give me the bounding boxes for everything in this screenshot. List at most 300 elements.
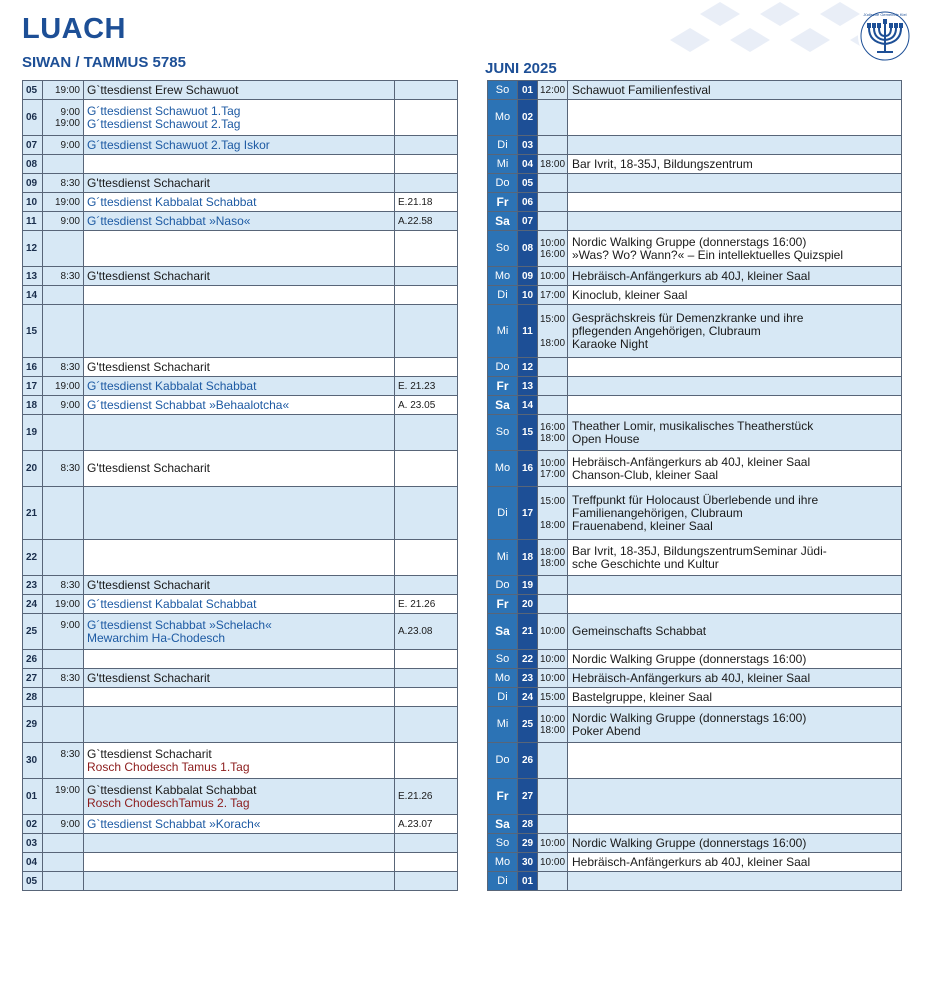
weekday (488, 305, 518, 358)
event-time-cell (538, 743, 568, 779)
hebrew-calendar-table (22, 80, 458, 891)
hebrew-day (23, 595, 43, 614)
hebrew-day-number: 17 (26, 380, 38, 392)
event-time-cell (538, 267, 568, 286)
event-time: 10:00 (539, 856, 566, 868)
service-name: G'ttesdienst Schacharit (87, 175, 211, 190)
weekday-label: Mi (496, 551, 509, 563)
torah-reading-cell (395, 743, 458, 779)
service-cell (84, 595, 395, 614)
date-number: 24 (521, 691, 534, 703)
torah-reading-cell (395, 193, 458, 212)
event-cell (568, 286, 902, 305)
event-time: 18:00 (539, 519, 566, 531)
service-time: 9:00 (60, 619, 80, 631)
date (518, 650, 538, 669)
service-time: 19:00 (54, 598, 80, 610)
weekday (488, 358, 518, 377)
torah-reading-ref: A.23.07 (398, 818, 433, 830)
event-name: Kinoclub, kleiner Saal (572, 287, 688, 302)
weekday (488, 872, 518, 891)
page-title: LUACH (22, 13, 126, 45)
service-name: G`ttesdienst Schabbat »Korach« (87, 816, 261, 831)
gregorian-month-heading: JUNI 2025 (485, 60, 557, 77)
date (518, 286, 538, 305)
hebrew-day-number: 05 (26, 875, 38, 887)
event-time-cell (538, 231, 568, 267)
table-row (488, 707, 902, 743)
service-time: 8:30 (60, 672, 80, 684)
hebrew-month-heading: SIWAN / TAMMUS 5785 (22, 54, 186, 71)
table-row (23, 614, 458, 650)
weekday (488, 451, 518, 487)
event-name: Gesprächskreis für Demenzkranke und ihre (572, 310, 804, 325)
service-time-cell (43, 614, 84, 650)
weekday (488, 743, 518, 779)
weekday (488, 669, 518, 688)
event-cell (568, 174, 902, 193)
service-time-cell (43, 100, 84, 136)
event-time: 10:00 (539, 270, 566, 282)
date (518, 487, 538, 540)
service-cell (84, 872, 395, 891)
date-number: 19 (521, 579, 534, 591)
event-time: 17:00 (539, 468, 566, 480)
event-time-cell (538, 451, 568, 487)
torah-reading-cell (395, 267, 458, 286)
event-name: Chanson-Club, kleiner Saal (572, 467, 719, 482)
table-row (488, 743, 902, 779)
service-cell (84, 267, 395, 286)
event-time-cell (538, 834, 568, 853)
hebrew-day (23, 834, 43, 853)
service-time-cell (43, 669, 84, 688)
weekday-label: Do (495, 176, 510, 189)
service-time: 8:30 (60, 748, 80, 760)
event-time-cell (538, 853, 568, 872)
event-cell (568, 743, 902, 779)
table-row (488, 487, 902, 540)
date-number: 23 (521, 672, 534, 684)
torah-reading-cell (395, 305, 458, 358)
service-time-cell (43, 212, 84, 231)
date (518, 540, 538, 576)
event-name: Nordic Walking Gruppe (donnerstags 16:00) (572, 835, 807, 850)
table-row (23, 267, 458, 286)
weekday-label: Mo (494, 855, 511, 868)
service-name: Mewarchim Ha-Chodesch (87, 630, 226, 645)
weekday-label: So (495, 83, 510, 96)
torah-reading-cell (395, 669, 458, 688)
event-cell (568, 231, 902, 267)
hebrew-day-number: 11 (26, 215, 37, 227)
hebrew-day-number: 28 (26, 691, 38, 703)
table-row (488, 614, 902, 650)
service-time-cell (43, 305, 84, 358)
event-cell (568, 415, 902, 451)
event-name: Hebräisch-Anfängerkurs ab 40J, kleiner Saal (572, 854, 811, 869)
hebrew-day (23, 872, 43, 891)
table-row (23, 286, 458, 305)
event-time-cell (538, 193, 568, 212)
date (518, 834, 538, 853)
event-time: 10:00 (539, 837, 566, 849)
event-time: 18:00 (539, 432, 566, 444)
hebrew-day (23, 100, 43, 136)
event-time: 17:00 (539, 289, 566, 301)
event-name: Schawuot Familienfestival (572, 82, 711, 97)
torah-reading-cell (395, 155, 458, 174)
event-time-cell (538, 415, 568, 451)
service-name: G`ttesdienst Schacharit (87, 746, 212, 761)
event-name: Familienangehörigen, Clubraum (572, 505, 743, 520)
event-time: 18:00 (539, 158, 566, 170)
hebrew-day-number: 08 (26, 158, 38, 170)
event-time: 10:00 (539, 653, 566, 665)
table-row (488, 136, 902, 155)
weekday-label: Do (495, 578, 510, 591)
table-row (488, 358, 902, 377)
event-time: 18:00 (539, 337, 566, 349)
date (518, 377, 538, 396)
torah-reading-cell (395, 576, 458, 595)
service-name: G'ttesdienst Schacharit (87, 577, 211, 592)
table-row (23, 396, 458, 415)
event-cell (568, 815, 902, 834)
date (518, 669, 538, 688)
date-number: 06 (521, 196, 534, 208)
event-cell (568, 136, 902, 155)
service-cell (84, 174, 395, 193)
date-number: 30 (521, 856, 534, 868)
event-time: 18:00 (539, 724, 566, 736)
event-time-cell (538, 305, 568, 358)
service-time-cell (43, 688, 84, 707)
service-cell (84, 212, 395, 231)
weekday-label: So (495, 652, 510, 665)
table-row (488, 540, 902, 576)
service-cell (84, 688, 395, 707)
hebrew-day (23, 853, 43, 872)
event-time: 16:00 (539, 421, 566, 433)
service-time-cell (43, 834, 84, 853)
event-time-cell (538, 358, 568, 377)
torah-reading-cell (395, 872, 458, 891)
service-time-cell (43, 872, 84, 891)
event-time-cell (538, 212, 568, 231)
event-cell (568, 576, 902, 595)
torah-reading-cell (395, 853, 458, 872)
hebrew-day-number: 24 (26, 598, 38, 610)
service-cell (84, 136, 395, 155)
service-name: G'ttesdienst Schacharit (87, 268, 211, 283)
weekday-label: Mo (494, 269, 511, 282)
torah-reading-ref: A.23.08 (398, 626, 433, 637)
service-time: 8:30 (60, 463, 80, 474)
torah-reading-cell (395, 707, 458, 743)
weekday-label: Fr (496, 378, 509, 393)
table-row (488, 286, 902, 305)
event-name: Gemeinschafts Schabbat (572, 624, 707, 638)
torah-reading-cell (395, 540, 458, 576)
event-name: Poker Abend (572, 723, 641, 738)
date-number: 14 (521, 399, 534, 411)
weekday-label: Di (497, 874, 508, 887)
weekday-label: Mi (496, 157, 509, 170)
hebrew-day-number: 16 (26, 361, 38, 373)
service-name: Rosch Chodesch Tamus 1.Tag (87, 759, 250, 774)
event-time-cell (538, 650, 568, 669)
service-cell (84, 286, 395, 305)
service-time: 9:00 (60, 399, 80, 411)
service-name: G´ttesdienst Schabbat »Naso« (87, 213, 251, 228)
torah-reading-ref: E. 21.26 (398, 598, 436, 610)
hebrew-day (23, 815, 43, 834)
date (518, 267, 538, 286)
service-name: G´ttesdienst Schabbat »Schelach« (87, 617, 272, 632)
table-row (488, 650, 902, 669)
event-cell (568, 212, 902, 231)
weekday (488, 267, 518, 286)
event-time-cell (538, 155, 568, 174)
event-cell (568, 358, 902, 377)
hebrew-day (23, 487, 43, 540)
event-time-cell (538, 487, 568, 540)
service-cell (84, 669, 395, 688)
date (518, 193, 538, 212)
torah-reading-ref: A.22.58 (398, 215, 433, 227)
service-time-cell (43, 358, 84, 377)
date-number: 16 (521, 463, 534, 474)
weekday (488, 815, 518, 834)
weekday (488, 834, 518, 853)
service-time-cell (43, 540, 84, 576)
torah-reading-cell (395, 174, 458, 193)
torah-reading-cell (395, 614, 458, 650)
table-row (23, 688, 458, 707)
weekday (488, 595, 518, 614)
weekday (488, 540, 518, 576)
table-row (23, 576, 458, 595)
service-name: G'ttesdienst Schacharit (87, 359, 211, 374)
service-name: G`ttesdienst Erew Schawuot (87, 82, 239, 97)
table-row (488, 872, 902, 891)
service-time: 19:00 (54, 784, 80, 796)
event-name: Open House (572, 431, 640, 446)
hebrew-day (23, 743, 43, 779)
table-row (23, 650, 458, 669)
event-cell (568, 155, 902, 174)
hebrew-day (23, 305, 43, 358)
service-cell (84, 81, 395, 100)
weekday (488, 487, 518, 540)
hebrew-day (23, 286, 43, 305)
table-row (23, 231, 458, 267)
event-time: 16:00 (539, 248, 566, 260)
date (518, 174, 538, 193)
service-time: 19:00 (54, 380, 80, 392)
gregorian-calendar-table (487, 80, 902, 891)
service-time-cell (43, 415, 84, 451)
event-cell (568, 779, 902, 815)
event-cell (568, 267, 902, 286)
hebrew-day (23, 779, 43, 815)
hebrew-day-number: 26 (26, 653, 38, 665)
torah-reading-ref: E. 21.23 (398, 380, 436, 392)
event-cell (568, 487, 902, 540)
torah-reading-cell (395, 650, 458, 669)
torah-reading-cell (395, 100, 458, 136)
service-time-cell (43, 779, 84, 815)
event-time: 15:00 (539, 313, 566, 325)
weekday (488, 779, 518, 815)
table-row (488, 155, 902, 174)
event-name: Frauenabend, kleiner Saal (572, 518, 713, 533)
event-time-cell (538, 81, 568, 100)
event-name: pflegenden Angehörigen, Clubraum (572, 323, 761, 338)
weekday-label: Mo (494, 111, 511, 123)
event-time: 10:00 (539, 457, 566, 469)
hebrew-day-number: 27 (26, 672, 38, 684)
weekday-label: Sa (495, 397, 510, 412)
date-number: 05 (521, 177, 534, 189)
event-name: Theather Lomir, musikalisches Theatherstück (572, 418, 814, 433)
service-time-cell (43, 155, 84, 174)
event-time: 18:00 (539, 557, 566, 569)
event-cell (568, 707, 902, 743)
table-row (23, 540, 458, 576)
event-time: 15:00 (539, 495, 566, 507)
table-row (23, 815, 458, 834)
hebrew-day-number: 29 (26, 719, 38, 730)
event-cell (568, 595, 902, 614)
date (518, 815, 538, 834)
service-cell (84, 707, 395, 743)
hebrew-day-number: 04 (26, 856, 38, 868)
hebrew-day-number: 15 (26, 325, 38, 337)
date (518, 100, 538, 136)
weekday (488, 174, 518, 193)
service-time-cell (43, 595, 84, 614)
hebrew-day-number: 07 (26, 139, 38, 151)
weekday (488, 136, 518, 155)
hebrew-day (23, 650, 43, 669)
table-row (23, 707, 458, 743)
table-row (488, 853, 902, 872)
service-time-cell (43, 487, 84, 540)
weekday-label: Mo (494, 462, 511, 474)
hebrew-day-number: 30 (26, 755, 38, 766)
table-row (488, 451, 902, 487)
service-time: 8:30 (60, 270, 80, 282)
menorah-logo-icon (857, 6, 913, 68)
date (518, 231, 538, 267)
service-cell (84, 358, 395, 377)
event-name: Hebräisch-Anfängerkurs ab 40J, kleiner Saal (572, 268, 811, 283)
table-row (488, 174, 902, 193)
weekday-label: Di (497, 506, 508, 519)
service-time: 9:00 (60, 139, 80, 151)
event-cell (568, 614, 902, 650)
date-number: 22 (521, 653, 534, 665)
table-row (488, 576, 902, 595)
table-row (488, 815, 902, 834)
table-row (488, 212, 902, 231)
service-cell (84, 193, 395, 212)
event-cell (568, 81, 902, 100)
torah-reading-cell (395, 487, 458, 540)
hebrew-day (23, 451, 43, 487)
service-cell (84, 743, 395, 779)
service-name: G´ttesdienst Kabbalat Schabbat (87, 378, 257, 393)
date (518, 451, 538, 487)
table-row (488, 834, 902, 853)
event-name: Nordic Walking Gruppe (donnerstags 16:00) (572, 710, 807, 725)
service-name: G´ttesdienst Kabbalat Schabbat (87, 596, 257, 611)
event-name: Karaoke Night (572, 336, 649, 351)
service-time-cell (43, 707, 84, 743)
table-row (488, 100, 902, 136)
service-time: 8:30 (60, 361, 80, 373)
service-cell (84, 540, 395, 576)
table-row (488, 396, 902, 415)
hebrew-day-number: 09 (26, 177, 38, 189)
table-row (23, 377, 458, 396)
table-row (23, 155, 458, 174)
weekday-label: Sa (495, 624, 510, 638)
event-time-cell (538, 100, 568, 136)
event-time-cell (538, 396, 568, 415)
event-name: Hebräisch-Anfängerkurs ab 40J, kleiner Saal (572, 454, 811, 469)
event-time: 10:00 (539, 713, 566, 725)
hebrew-day (23, 81, 43, 100)
table-row (488, 231, 902, 267)
table-row (488, 688, 902, 707)
table-row (23, 595, 458, 614)
event-time-cell (538, 174, 568, 193)
date (518, 358, 538, 377)
table-row (23, 415, 458, 451)
event-cell (568, 540, 902, 576)
weekday-label: Mo (494, 671, 511, 684)
event-time-cell (538, 872, 568, 891)
torah-reading-cell (395, 358, 458, 377)
hebrew-day (23, 669, 43, 688)
service-name: G`ttesdienst Kabbalat Schabbat (87, 782, 257, 797)
date-number: 13 (521, 380, 534, 392)
date-number: 25 (521, 719, 534, 730)
hebrew-day-number: 06 (26, 112, 38, 123)
date-number: 12 (521, 361, 534, 373)
weekday-label: Do (495, 360, 510, 373)
service-cell (84, 231, 395, 267)
event-name: Bar Ivrit, 18-35J, BildungszentrumSeminar Jüdi- (572, 543, 827, 558)
table-row (488, 377, 902, 396)
date (518, 688, 538, 707)
event-cell (568, 834, 902, 853)
date-number: 09 (521, 270, 534, 282)
event-cell (568, 305, 902, 358)
service-cell (84, 100, 395, 136)
weekday-label: Di (497, 288, 508, 301)
service-cell (84, 155, 395, 174)
event-time: 12:00 (539, 84, 566, 96)
hebrew-day (23, 155, 43, 174)
service-cell (84, 614, 395, 650)
date-number: 04 (521, 158, 534, 170)
table-row (488, 415, 902, 451)
event-time: 10:00 (539, 237, 566, 249)
